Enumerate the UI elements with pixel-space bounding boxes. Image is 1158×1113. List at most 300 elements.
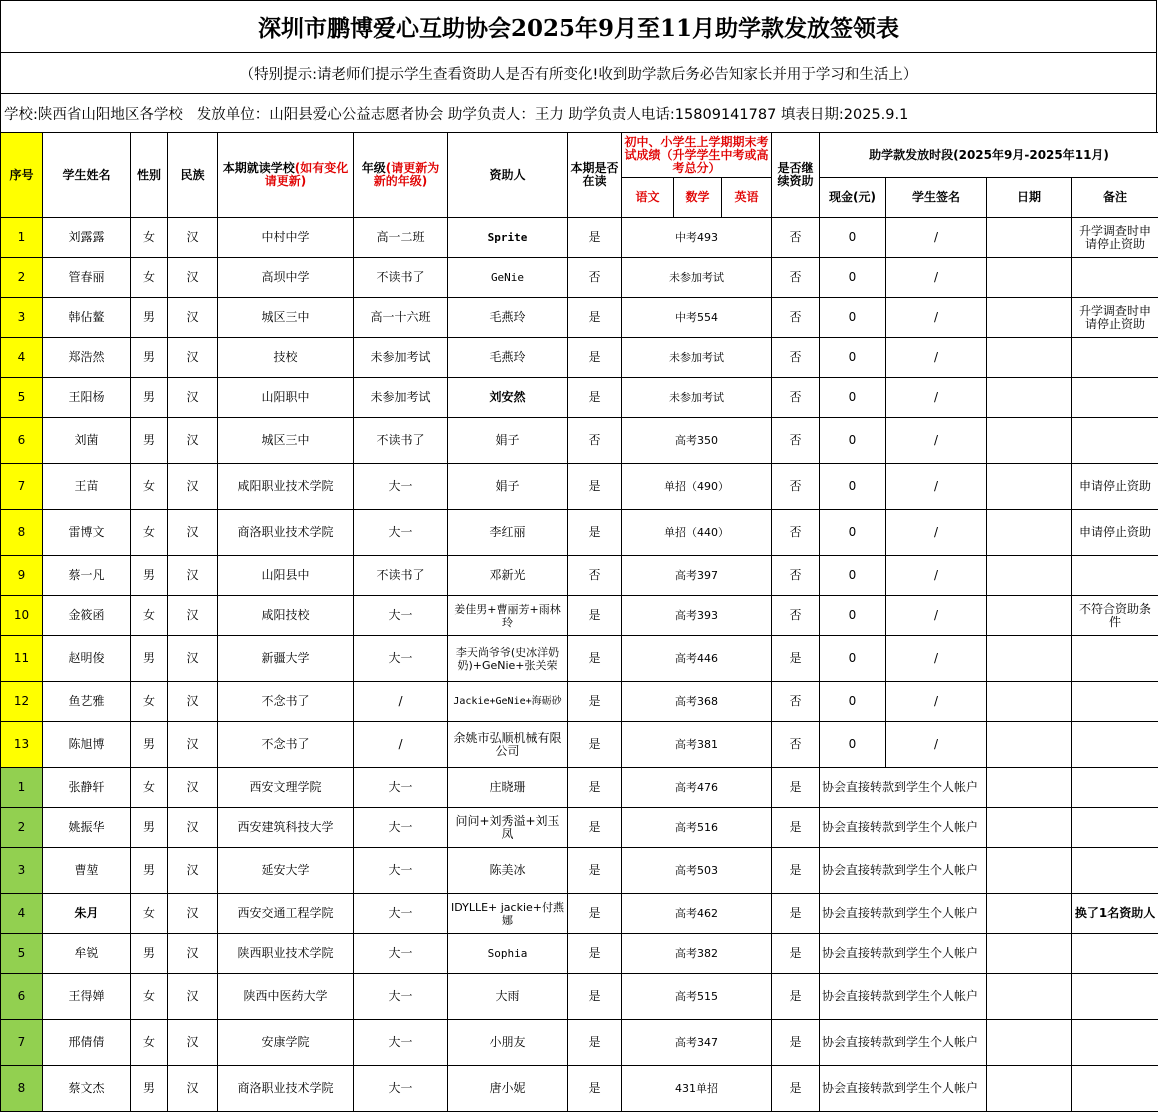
row-name: 刘菌 xyxy=(43,418,131,464)
row-name: 管春丽 xyxy=(43,258,131,298)
row-ethnic: 汉 xyxy=(168,974,218,1020)
row-continue: 否 xyxy=(772,596,820,636)
row-score: 中考493 xyxy=(622,218,772,258)
header-remark: 备注 xyxy=(1072,178,1158,218)
row-continue: 否 xyxy=(772,338,820,378)
special-notice: （特别提示:请老师们提示学生查看资助人是否有所变化!收到助学款后务必告知家长并用于学习和生活上） xyxy=(0,52,1157,93)
row-signature: / xyxy=(886,556,987,596)
row-gender: 男 xyxy=(131,636,168,682)
row-gender: 男 xyxy=(131,378,168,418)
row-cash: 0 xyxy=(820,258,886,298)
row-continue: 否 xyxy=(772,218,820,258)
row-sponsor: 李天尚爷爷(史冰洋奶奶)+GeNie+张关荣 xyxy=(448,636,568,682)
row-sponsor: Sprite xyxy=(448,218,568,258)
row-ethnic: 汉 xyxy=(168,848,218,894)
row-ethnic: 汉 xyxy=(168,218,218,258)
table-row xyxy=(1,596,1158,636)
header-no: 序号 xyxy=(1,133,43,218)
row-transfer: 协会直接转款到学生个人帐户 xyxy=(820,934,987,974)
row-school: 咸阳技校 xyxy=(218,596,354,636)
row-grade: 大一 xyxy=(354,894,448,934)
table-row xyxy=(1,722,1158,768)
table-row xyxy=(1,636,1158,682)
row-cash: 0 xyxy=(820,464,886,510)
row-date xyxy=(987,722,1072,768)
row-no: 10 xyxy=(1,596,43,636)
row-cash: 0 xyxy=(820,556,886,596)
row-grade: 大一 xyxy=(354,848,448,894)
row-name: 张静轩 xyxy=(43,768,131,808)
row-score: 高考462 xyxy=(622,894,772,934)
row-grade: 不读书了 xyxy=(354,418,448,464)
row-remark xyxy=(1072,1020,1158,1066)
row-signature: / xyxy=(886,338,987,378)
row-remark xyxy=(1072,636,1158,682)
row-continue: 否 xyxy=(772,556,820,596)
row-name: 牟锐 xyxy=(43,934,131,974)
row-score: 高考397 xyxy=(622,556,772,596)
header-cash: 现金(元) xyxy=(820,178,886,218)
row-remark xyxy=(1072,974,1158,1020)
header-scores: 初中、小学生上学期期末考试成绩（升学学生中考或高考总分） xyxy=(622,133,772,178)
table-row xyxy=(1,464,1158,510)
row-name: 郑浩然 xyxy=(43,338,131,378)
row-score: 高考516 xyxy=(622,808,772,848)
row-remark xyxy=(1072,682,1158,722)
row-grade: 高一十六班 xyxy=(354,298,448,338)
row-school: 不念书了 xyxy=(218,722,354,768)
row-score: 单招（440） xyxy=(622,510,772,556)
header-chinese: 语文 xyxy=(622,178,674,218)
row-signature: / xyxy=(886,596,987,636)
row-gender: 女 xyxy=(131,682,168,722)
row-grade: / xyxy=(354,722,448,768)
row-signature: / xyxy=(886,636,987,682)
row-remark xyxy=(1072,808,1158,848)
row-ethnic: 汉 xyxy=(168,722,218,768)
row-ethnic: 汉 xyxy=(168,464,218,510)
row-grade: 不读书了 xyxy=(354,258,448,298)
row-continue: 是 xyxy=(772,934,820,974)
header-period: 助学款发放时段(2025年9月-2025年11月) xyxy=(820,133,1158,178)
row-remark xyxy=(1072,722,1158,768)
row-continue: 否 xyxy=(772,722,820,768)
row-sponsor: 娟子 xyxy=(448,418,568,464)
table-row xyxy=(1,378,1158,418)
row-name: 蔡文杰 xyxy=(43,1066,131,1112)
row-sponsor: IDYLLE+ jackie+付燕娜 xyxy=(448,894,568,934)
row-continue: 是 xyxy=(772,636,820,682)
row-date xyxy=(987,934,1072,974)
row-remark xyxy=(1072,848,1158,894)
row-no: 13 xyxy=(1,722,43,768)
row-sponsor: 毛燕玲 xyxy=(448,338,568,378)
row-ethnic: 汉 xyxy=(168,682,218,722)
row-cash: 0 xyxy=(820,636,886,682)
row-signature: / xyxy=(886,464,987,510)
header-enrolled: 本期是否在读 xyxy=(568,133,622,218)
row-no: 7 xyxy=(1,1020,43,1066)
row-enrolled: 是 xyxy=(568,808,622,848)
row-grade: 大一 xyxy=(354,464,448,510)
row-remark xyxy=(1072,258,1158,298)
row-gender: 男 xyxy=(131,934,168,974)
row-school: 西安文理学院 xyxy=(218,768,354,808)
row-date xyxy=(987,636,1072,682)
row-no: 2 xyxy=(1,258,43,298)
row-ethnic: 汉 xyxy=(168,338,218,378)
row-enrolled: 否 xyxy=(568,556,622,596)
row-score: 高考381 xyxy=(622,722,772,768)
header-grade-note: (请更新为新的年级) xyxy=(373,161,440,188)
row-enrolled: 是 xyxy=(568,974,622,1020)
row-name: 王得婵 xyxy=(43,974,131,1020)
row-name: 韩佔鳌 xyxy=(43,298,131,338)
row-school: 西安交通工程学院 xyxy=(218,894,354,934)
row-grade: 大一 xyxy=(354,596,448,636)
row-name: 刘露露 xyxy=(43,218,131,258)
header-continue: 是否继续资助 xyxy=(772,133,820,218)
row-ethnic: 汉 xyxy=(168,298,218,338)
row-signature: / xyxy=(886,418,987,464)
row-ethnic: 汉 xyxy=(168,768,218,808)
row-school: 西安建筑科技大学 xyxy=(218,808,354,848)
row-cash: 0 xyxy=(820,338,886,378)
row-ethnic: 汉 xyxy=(168,808,218,848)
row-ethnic: 汉 xyxy=(168,510,218,556)
row-name: 邢倩倩 xyxy=(43,1020,131,1066)
row-score: 高考350 xyxy=(622,418,772,464)
row-sponsor: 庄晓珊 xyxy=(448,768,568,808)
row-grade: 大一 xyxy=(354,768,448,808)
row-name: 金筱函 xyxy=(43,596,131,636)
row-no: 9 xyxy=(1,556,43,596)
row-school: 高坝中学 xyxy=(218,258,354,298)
row-enrolled: 是 xyxy=(568,1020,622,1066)
row-sponsor: 问问+刘秀溢+刘玉凤 xyxy=(448,808,568,848)
row-sponsor: 余姚市弘顺机械有限公司 xyxy=(448,722,568,768)
header-grade-label: 年级 xyxy=(361,161,386,175)
row-continue: 是 xyxy=(772,808,820,848)
row-sponsor: 毛燕玲 xyxy=(448,298,568,338)
row-name: 曹堃 xyxy=(43,848,131,894)
row-cash: 0 xyxy=(820,298,886,338)
row-remark xyxy=(1072,934,1158,974)
row-grade: 高一二班 xyxy=(354,218,448,258)
row-gender: 男 xyxy=(131,808,168,848)
row-ethnic: 汉 xyxy=(168,636,218,682)
row-school: 山阳县中 xyxy=(218,556,354,596)
row-date xyxy=(987,974,1072,1020)
row-name: 蔡一凡 xyxy=(43,556,131,596)
row-date xyxy=(987,298,1072,338)
row-date xyxy=(987,258,1072,298)
row-no: 4 xyxy=(1,894,43,934)
row-sponsor: 邓新光 xyxy=(448,556,568,596)
row-gender: 男 xyxy=(131,1066,168,1112)
row-school: 陕西中医药大学 xyxy=(218,974,354,1020)
row-sponsor: 姜佳男+曹丽芳+雨林玲 xyxy=(448,596,568,636)
row-score: 单招（490） xyxy=(622,464,772,510)
row-enrolled: 是 xyxy=(568,378,622,418)
row-transfer: 协会直接转款到学生个人帐户 xyxy=(820,768,987,808)
row-no: 3 xyxy=(1,848,43,894)
row-sponsor: GeNie xyxy=(448,258,568,298)
row-name: 姚振华 xyxy=(43,808,131,848)
row-school: 陕西职业技术学院 xyxy=(218,934,354,974)
row-date xyxy=(987,1020,1072,1066)
row-transfer: 协会直接转款到学生个人帐户 xyxy=(820,808,987,848)
row-continue: 否 xyxy=(772,258,820,298)
header-school-label: 本期就读学校 xyxy=(222,161,295,175)
row-signature: / xyxy=(886,258,987,298)
row-grade: 大一 xyxy=(354,636,448,682)
row-enrolled: 是 xyxy=(568,934,622,974)
row-gender: 女 xyxy=(131,218,168,258)
row-gender: 男 xyxy=(131,556,168,596)
table-row xyxy=(1,218,1158,258)
row-school: 咸阳职业技术学院 xyxy=(218,464,354,510)
row-continue: 是 xyxy=(772,974,820,1020)
row-transfer: 协会直接转款到学生个人帐户 xyxy=(820,848,987,894)
row-no: 3 xyxy=(1,298,43,338)
row-sponsor: 陈美冰 xyxy=(448,848,568,894)
row-no: 1 xyxy=(1,768,43,808)
row-school: 商洛职业技术学院 xyxy=(218,510,354,556)
row-sponsor: 唐小妮 xyxy=(448,1066,568,1112)
row-name: 陈旭博 xyxy=(43,722,131,768)
row-score: 未参加考试 xyxy=(622,338,772,378)
table-row xyxy=(1,894,1158,934)
row-score: 高考476 xyxy=(622,768,772,808)
table-row xyxy=(1,848,1158,894)
header-grade xyxy=(354,133,448,218)
header-school-note: (如有变化请更新) xyxy=(264,161,349,188)
table-row xyxy=(1,1020,1158,1066)
row-enrolled: 是 xyxy=(568,848,622,894)
row-enrolled: 是 xyxy=(568,218,622,258)
row-grade: 大一 xyxy=(354,974,448,1020)
header-gender: 性别 xyxy=(131,133,168,218)
row-grade: 大一 xyxy=(354,1066,448,1112)
row-no: 1 xyxy=(1,218,43,258)
row-enrolled: 否 xyxy=(568,258,622,298)
row-remark xyxy=(1072,418,1158,464)
table-row xyxy=(1,258,1158,298)
table-row xyxy=(1,808,1158,848)
row-sponsor: 娟子 xyxy=(448,464,568,510)
row-date xyxy=(987,682,1072,722)
row-no: 5 xyxy=(1,934,43,974)
row-transfer: 协会直接转款到学生个人帐户 xyxy=(820,894,987,934)
row-remark xyxy=(1072,1066,1158,1112)
row-remark: 升学调查时申请停止资助 xyxy=(1072,218,1158,258)
row-cash: 0 xyxy=(820,218,886,258)
row-date xyxy=(987,464,1072,510)
row-gender: 男 xyxy=(131,418,168,464)
row-no: 8 xyxy=(1,510,43,556)
row-date xyxy=(987,378,1072,418)
row-date xyxy=(987,894,1072,934)
table-row xyxy=(1,934,1158,974)
row-continue: 否 xyxy=(772,682,820,722)
row-no: 6 xyxy=(1,418,43,464)
row-date xyxy=(987,556,1072,596)
row-date xyxy=(987,418,1072,464)
row-enrolled: 是 xyxy=(568,338,622,378)
row-ethnic: 汉 xyxy=(168,596,218,636)
row-school: 城区三中 xyxy=(218,418,354,464)
row-no: 7 xyxy=(1,464,43,510)
row-grade: 大一 xyxy=(354,1020,448,1066)
row-no: 4 xyxy=(1,338,43,378)
row-continue: 否 xyxy=(772,510,820,556)
table-row xyxy=(1,418,1158,464)
row-gender: 女 xyxy=(131,258,168,298)
row-gender: 女 xyxy=(131,768,168,808)
row-date xyxy=(987,1066,1072,1112)
table-row xyxy=(1,298,1158,338)
row-enrolled: 是 xyxy=(568,768,622,808)
row-school: 技校 xyxy=(218,338,354,378)
row-school: 城区三中 xyxy=(218,298,354,338)
row-ethnic: 汉 xyxy=(168,934,218,974)
row-gender: 男 xyxy=(131,848,168,894)
row-gender: 男 xyxy=(131,338,168,378)
table-row xyxy=(1,510,1158,556)
row-grade: 未参加考试 xyxy=(354,338,448,378)
row-date xyxy=(987,848,1072,894)
row-sponsor: 小朋友 xyxy=(448,1020,568,1066)
row-name: 赵明俊 xyxy=(43,636,131,682)
row-date xyxy=(987,808,1072,848)
sheet-title: 深圳市鹏博爱心互助协会2025年9月至11月助学款发放签领表 xyxy=(0,0,1157,52)
grant-table xyxy=(0,132,1158,1112)
row-transfer: 协会直接转款到学生个人帐户 xyxy=(820,1020,987,1066)
school-info-line: 学校:陕西省山阳地区各学校 发放单位：山阳县爱心公益志愿者协会 助学负责人：王力 助学负责人电话:15809141787 填表日期:2025.9.1 xyxy=(0,93,1157,133)
header-ethnic: 民族 xyxy=(168,133,218,218)
row-sponsor: 刘安然 xyxy=(448,378,568,418)
row-score: 未参加考试 xyxy=(622,378,772,418)
row-gender: 男 xyxy=(131,298,168,338)
table-row xyxy=(1,556,1158,596)
row-grade: 大一 xyxy=(354,510,448,556)
row-score: 中考554 xyxy=(622,298,772,338)
row-date xyxy=(987,596,1072,636)
row-transfer: 协会直接转款到学生个人帐户 xyxy=(820,1066,987,1112)
row-remark: 申请停止资助 xyxy=(1072,510,1158,556)
row-enrolled: 是 xyxy=(568,894,622,934)
row-remark: 换了1名资助人 xyxy=(1072,894,1158,934)
row-score: 未参加考试 xyxy=(622,258,772,298)
row-gender: 女 xyxy=(131,894,168,934)
row-cash: 0 xyxy=(820,418,886,464)
row-remark xyxy=(1072,338,1158,378)
row-name: 王苗 xyxy=(43,464,131,510)
row-grade: 大一 xyxy=(354,808,448,848)
row-gender: 女 xyxy=(131,1020,168,1066)
row-no: 5 xyxy=(1,378,43,418)
row-gender: 女 xyxy=(131,464,168,510)
row-continue: 否 xyxy=(772,298,820,338)
row-sponsor: Sophia xyxy=(448,934,568,974)
row-cash: 0 xyxy=(820,510,886,556)
header-school xyxy=(218,133,354,218)
row-school: 山阳职中 xyxy=(218,378,354,418)
row-no: 2 xyxy=(1,808,43,848)
header-english: 英语 xyxy=(722,178,772,218)
row-grade: 大一 xyxy=(354,934,448,974)
row-enrolled: 是 xyxy=(568,1066,622,1112)
table-body xyxy=(1,218,1158,1112)
row-ethnic: 汉 xyxy=(168,258,218,298)
row-signature: / xyxy=(886,722,987,768)
row-enrolled: 是 xyxy=(568,636,622,682)
row-cash: 0 xyxy=(820,378,886,418)
row-grade: 未参加考试 xyxy=(354,378,448,418)
row-transfer: 协会直接转款到学生个人帐户 xyxy=(820,974,987,1020)
header-date: 日期 xyxy=(987,178,1072,218)
row-no: 6 xyxy=(1,974,43,1020)
row-score: 高考347 xyxy=(622,1020,772,1066)
row-name: 雷博文 xyxy=(43,510,131,556)
table-row xyxy=(1,1066,1158,1112)
row-continue: 否 xyxy=(772,378,820,418)
row-continue: 是 xyxy=(772,1066,820,1112)
row-remark xyxy=(1072,378,1158,418)
row-ethnic: 汉 xyxy=(168,378,218,418)
table-row xyxy=(1,682,1158,722)
row-no: 11 xyxy=(1,636,43,682)
row-remark xyxy=(1072,768,1158,808)
row-sponsor: 大雨 xyxy=(448,974,568,1020)
table-row xyxy=(1,974,1158,1020)
row-continue: 是 xyxy=(772,768,820,808)
row-score: 高考503 xyxy=(622,848,772,894)
row-name: 王阳杨 xyxy=(43,378,131,418)
row-score: 高考515 xyxy=(622,974,772,1020)
row-remark: 不符合资助条件 xyxy=(1072,596,1158,636)
row-enrolled: 是 xyxy=(568,682,622,722)
row-no: 8 xyxy=(1,1066,43,1112)
row-cash: 0 xyxy=(820,722,886,768)
row-signature: / xyxy=(886,510,987,556)
row-score: 高考368 xyxy=(622,682,772,722)
row-ethnic: 汉 xyxy=(168,894,218,934)
row-date xyxy=(987,768,1072,808)
row-signature: / xyxy=(886,682,987,722)
row-enrolled: 是 xyxy=(568,510,622,556)
row-score: 431单招 xyxy=(622,1066,772,1112)
row-signature: / xyxy=(886,378,987,418)
row-school: 商洛职业技术学院 xyxy=(218,1066,354,1112)
row-continue: 否 xyxy=(772,418,820,464)
row-date xyxy=(987,510,1072,556)
row-enrolled: 否 xyxy=(568,418,622,464)
row-school: 不念书了 xyxy=(218,682,354,722)
row-school: 新疆大学 xyxy=(218,636,354,682)
row-continue: 否 xyxy=(772,464,820,510)
row-school: 中村中学 xyxy=(218,218,354,258)
header-name: 学生姓名 xyxy=(43,133,131,218)
row-enrolled: 是 xyxy=(568,298,622,338)
row-continue: 是 xyxy=(772,1020,820,1066)
row-remark: 升学调查时申请停止资助 xyxy=(1072,298,1158,338)
row-signature: / xyxy=(886,298,987,338)
row-ethnic: 汉 xyxy=(168,556,218,596)
row-remark xyxy=(1072,556,1158,596)
row-school: 延安大学 xyxy=(218,848,354,894)
